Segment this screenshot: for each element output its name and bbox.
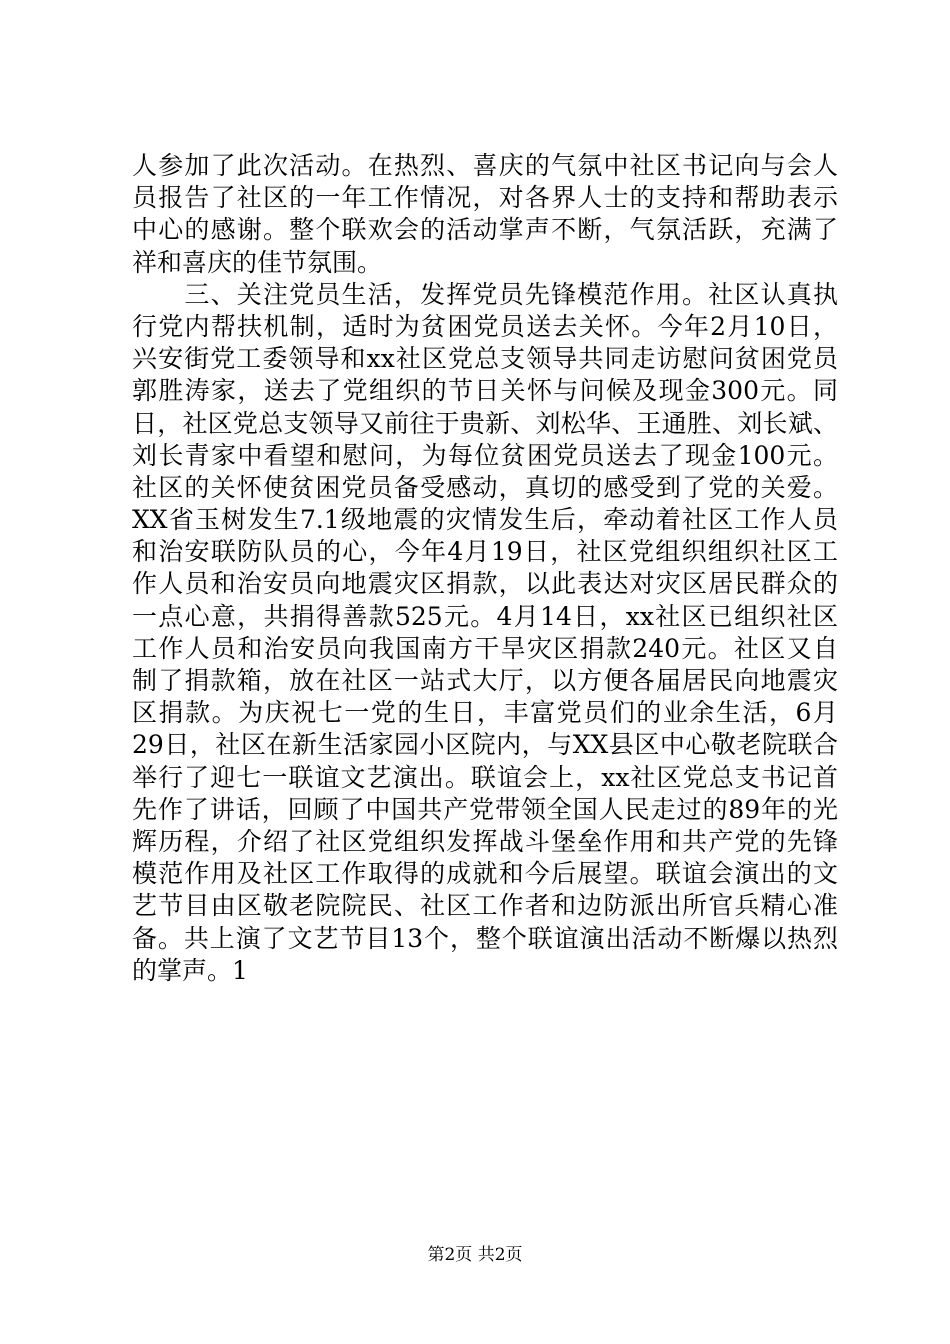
text-line: 三、关注党员生活，发挥党员先锋模范作用。社区认真执 xyxy=(132,279,838,309)
text-line: 先作了讲话，回顾了中国共产党带领全国人民走过的89年的光 xyxy=(132,794,838,824)
text-line: 刘长青家中看望和慰问，为每位贫困党员送去了现金100元。 xyxy=(132,440,838,470)
text-line: XX省玉树发生7.1级地震的灾情发生后，牵动着社区工作人员 xyxy=(132,505,838,535)
text-line: 的掌声。1 xyxy=(132,955,248,985)
text-line: 中心的感谢。整个联欢会的活动掌声不断，气氛活跃，充满了 xyxy=(132,215,838,245)
text-line: 社区的关怀使贫困党员备受感动，真切的感受到了党的关爱。 xyxy=(132,472,838,502)
text-line: 和治安联防队员的心，今年4月19日，社区党组织组织社区工 xyxy=(132,537,838,567)
text-line: 制了捐款箱，放在社区一站式大厅，以方便各届居民向地震灾 xyxy=(132,666,838,695)
document-body xyxy=(132,150,838,987)
text-line: 模范作用及社区工作取得的成就和今后展望。联谊会演出的文 xyxy=(132,859,838,889)
paragraph-continued xyxy=(132,150,838,279)
text-line: 区捐款。为庆祝七一党的生日，丰富党员们的业余生活，6月 xyxy=(132,698,838,728)
text-line: 艺节目由区敬老院院民、社区工作者和边防派出所官兵精心准 xyxy=(132,891,838,921)
text-line: 祥和喜庆的佳节氛围。 xyxy=(132,247,383,277)
text-line: 兴安街党工委领导和xx社区党总支领导共同走访慰问贫困党员 xyxy=(132,344,838,374)
text-line: 29日，社区在新生活家园小区院内，与XX县区中心敬老院联合 xyxy=(132,730,838,760)
page-number-footer: 第2页 共2页 xyxy=(427,1245,523,1265)
paragraph-section-three xyxy=(132,279,838,987)
text-line: 备。共上演了文艺节目13个，整个联谊演出活动不断爆以热烈 xyxy=(132,923,838,953)
text-line: 员报告了社区的一年工作情况，对各界人士的支持和帮助表示 xyxy=(132,183,838,213)
text-line: 郭胜涛家，送去了党组织的节日关怀与问候及现金300元。同 xyxy=(132,376,838,406)
text-line: 行党内帮扶机制，适时为贫困党员送去关怀。今年2月10日， xyxy=(132,311,838,341)
text-line: 日，社区党总支领导又前往于贵新、刘松华、王通胜、刘长斌、 xyxy=(132,408,838,438)
text-line: 人参加了此次活动。在热烈、喜庆的气氛中社区书记向与会人 xyxy=(132,151,838,180)
text-line: 举行了迎七一联谊文艺演出。联谊会上，xx社区党总支书记首 xyxy=(132,762,838,792)
text-line: 一点心意，共捐得善款525元。4月14日，xx社区已组织社区 xyxy=(132,601,838,631)
text-line: 作人员和治安员向地震灾区捐款，以此表达对灾区居民群众的 xyxy=(132,569,838,599)
text-line: 辉历程，介绍了社区党组织发挥战斗堡垒作用和共产党的先锋 xyxy=(132,826,838,856)
text-line: 工作人员和治安员向我国南方干旱灾区捐款240元。社区又自 xyxy=(132,633,838,663)
